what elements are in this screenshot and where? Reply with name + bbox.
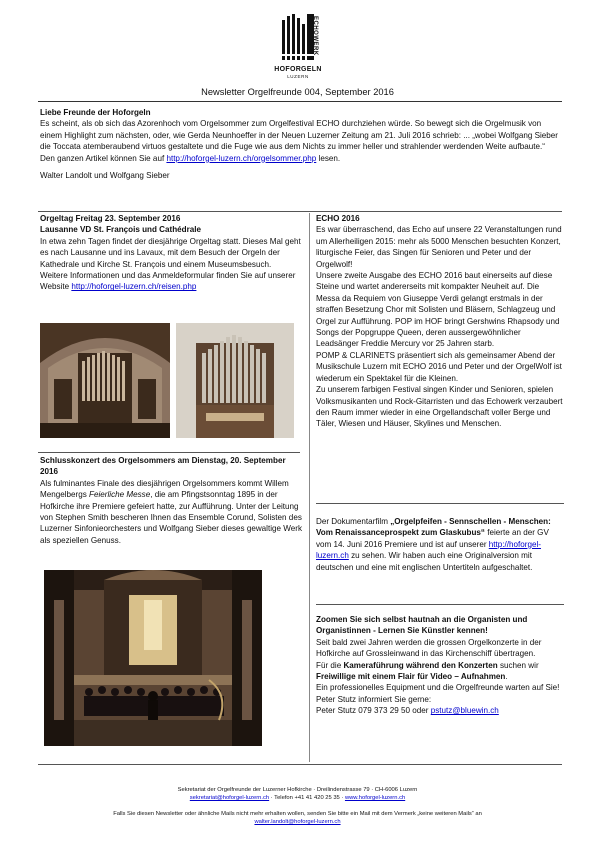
zoomen-p3: Ein professionelles Equipment und die Orgelfreunde warten auf Sie! Peter Stutz informiert Sie gerne:: [316, 683, 560, 704]
echo-section: [316, 213, 564, 430]
hoforgeln-logo: [268, 14, 328, 84]
dokumentarfilm-section: [316, 516, 564, 573]
intro-heading: Liebe Freunde der Hoforgeln: [40, 108, 151, 117]
orgeltag-section: [40, 213, 302, 293]
footer-contact: sekretariat@hoforgel-luzern.ch · Telefon +41 41 420 25 35 · www.hoforgel-luzern.ch: [189, 795, 406, 801]
zoomen-contact: Peter Stutz 079 373 29 50 oder pstutz@bluewin.ch: [316, 706, 499, 716]
intro-section: [40, 107, 560, 181]
organ-photo-st-francois: [176, 323, 294, 438]
echo-p1: Es war überraschend, das Echo auf unsere 22 Veranstaltungen rund um Allerheiligen 2015: mehr als 5000 Menschen besuchten Konzert, liturgische Feier, das Singen für Senioren und Peter und der Orgelwolf!: [316, 225, 562, 269]
logo-vertical-text: ECHOWERK: [312, 16, 318, 56]
footer-address: Sekretariat der Orgelfreunde der Luzerner Hofkirche · Dreilindenstrasse 79 · CH-6006 Luzern: [177, 787, 418, 793]
intro-text: Es scheint, als ob sich das Azorenhoch vom Orgelsommer zum Orgelfestival ECHO durchziehen würde. So bewegt sich die Orgelmusik von einem Highlight zum nächsten, oder, wie Gerda Neunhoeffer in der Neuen Luzerner Zeitung am 21. Juli 2016 schrieb: ... „wobei Wolfgang Sieber die Toccata atemberaubend virtuos gestaltete und die Fuge wie aus dem Nichts zu immer heller und strahlender werdenden Weite aufbaute.“ Den ganzen Artikel können Sie auf http://hoforgel-luzern.ch/orgelsommer.php lesen.: [40, 119, 558, 163]
footer-unsubscribe-email: [0, 818, 595, 826]
intro-divider: [38, 211, 562, 212]
orgeltag-info: Weitere Informationen und das Anmeldeformular finden Sie auf unserer Website http://hoforgel-luzern.ch/reisen.php: [40, 271, 296, 292]
orgeltag-subheading: Lausanne VD St. François und Cathédrale: [40, 225, 202, 235]
echo-p3: POMP & CLARINETS präsentiert sich als gemeinsamer Abend der Musikschule Luzern mit ECHO 2016 und Peter und der OrgelWolf ist wiederum ein Spektakel für die Kleinen.: [316, 350, 562, 383]
schlusskonzert-heading: Schlusskonzert des Orgelsommers am Dienstag, 20. September 2016: [40, 456, 286, 477]
hoforgel-link[interactable]: http://hoforgel-luzern.ch: [316, 539, 541, 561]
right-divider-1: [316, 503, 564, 504]
orgelsommer-link[interactable]: http://hoforgel-luzern.ch/orgelsommer.php: [166, 153, 317, 163]
concert-photo-hofkirche: [44, 570, 262, 746]
sekretariat-email-link[interactable]: sekretariat@hoforgel-luzern.ch: [189, 795, 270, 801]
right-divider-2: [316, 604, 564, 605]
echo-p4: Zu unserem farbigen Festival singen Kinder und Senioren, spielen Volksmusikanten und Rock-Gitarristen und das Echowerk verzaubert den Raum immer wieder in eine Orgellandschaft voller Berge und Täler, Wiesen und Häuser, Skylines und Menschen.: [316, 385, 563, 429]
header-divider: [38, 101, 562, 102]
zoomen-p2: Für die Kameraführung während den Konzerten suchen wir Freiwillige mit einem Flair für Video – Aufnahmen.: [316, 660, 539, 682]
pstutz-email-link[interactable]: pstutz@bluewin.ch: [430, 706, 499, 716]
orgeltag-heading: Orgeltag Freitag 23. September 2016: [40, 214, 181, 223]
left-divider: [38, 452, 300, 453]
walter-email-link[interactable]: walter.landolt@hoforgel-luzern.ch: [254, 819, 341, 825]
schlusskonzert-text: Als fulminantes Finale des diesjährigen Orgelsommers kommt Willem Mengelbergs Feierliche Messe, die am Pfingstsonntag 1895 in der Hofkirche ihre Premiere gefeiert hatte, zur Aufführung. Unter der Leitung von Stephen Smith bescheren Ihnen das Ensemble Corund, Solisten des Luzerner Sinfonieorchesters und Wolfgang Sieber dieses gewaltige Werk als speziellen Genuss.: [40, 478, 302, 545]
logo-name: HOFORGELN: [274, 66, 322, 73]
intro-signature: Walter Landolt und Wolfgang Sieber: [40, 171, 170, 181]
dokumentarfilm-text: Der Dokumentarfilm „Orgelpfeifen - Sennschellen - Menschen: Vom Renaissanceprospekt zum Glaskubus“ feierte an der GV vom 14. Juni 2016 Premiere und ist auf unserer http://hoforgel-luzern.ch zu sehen. Wir haben auch eine Originalversion mit deutschen und eine mit englischen Untertiteln aufgeschaltet.: [316, 517, 551, 572]
newsletter-title: Newsletter Orgelfreunde 004, September 2016: [201, 87, 394, 97]
organ-photo-cathedrale: [40, 323, 170, 438]
zoomen-heading: Zoomen Sie sich selbst hautnah an die Organisten und Organistinnen - Lernen Sie Künstler kennen!: [316, 615, 528, 636]
logo-sub: LUZERN: [287, 74, 309, 79]
organ-pipes-logo-icon: [282, 14, 316, 60]
footer-divider: [38, 764, 562, 765]
footer-unsubscribe: Falls Sie diesen Newsletter oder ähnliche Mails nicht mehr erhalten wollen, senden Sie bitte ein Mail mit dem Vermerk „keine weiteren Mails“ an: [113, 811, 482, 817]
zoomen-p1: Seit bald zwei Jahren werden die grossen Orgelkonzerte in der Hofkirche auf Grossleinwand in das Kirchenschiff übertragen.: [316, 637, 542, 659]
zoomen-section: [316, 614, 564, 717]
website-link[interactable]: www.hoforgel-luzern.ch: [344, 795, 406, 801]
reisen-link[interactable]: http://hoforgel-luzern.ch/reisen.php: [71, 282, 197, 292]
echo-heading: ECHO 2016: [316, 214, 360, 223]
echo-p2: Unsere zweite Ausgabe des ECHO 2016 baut einerseits auf diese Steine und wartet andererseits mit kompakter Neuheit auf. Die Messa da Requiem von Giuseppe Verdi gelangt erstmals in der straffen Besetzung Chor mit Solisten und Bläsern, Schlagzeug und Orgel zur Aufführung. POP im HOF bringt Gershwins Rhapsody und Songs der Popgruppe Queen, deren aussergewöhnlicher Leadsänger Freddie Mercury vor 25 Jahren starb.: [316, 271, 560, 349]
column-divider: [309, 213, 310, 762]
orgeltag-text: In etwa zehn Tagen findet der diesjährige Orgeltag statt. Dieses Mal geht es nach Lausanne und ins Lavaux, mit dem Besuch der Orgeln der Kathedrale und Kirche St. François und einem Museumsbesuch.: [40, 236, 301, 269]
schlusskonzert-section: [40, 455, 302, 546]
